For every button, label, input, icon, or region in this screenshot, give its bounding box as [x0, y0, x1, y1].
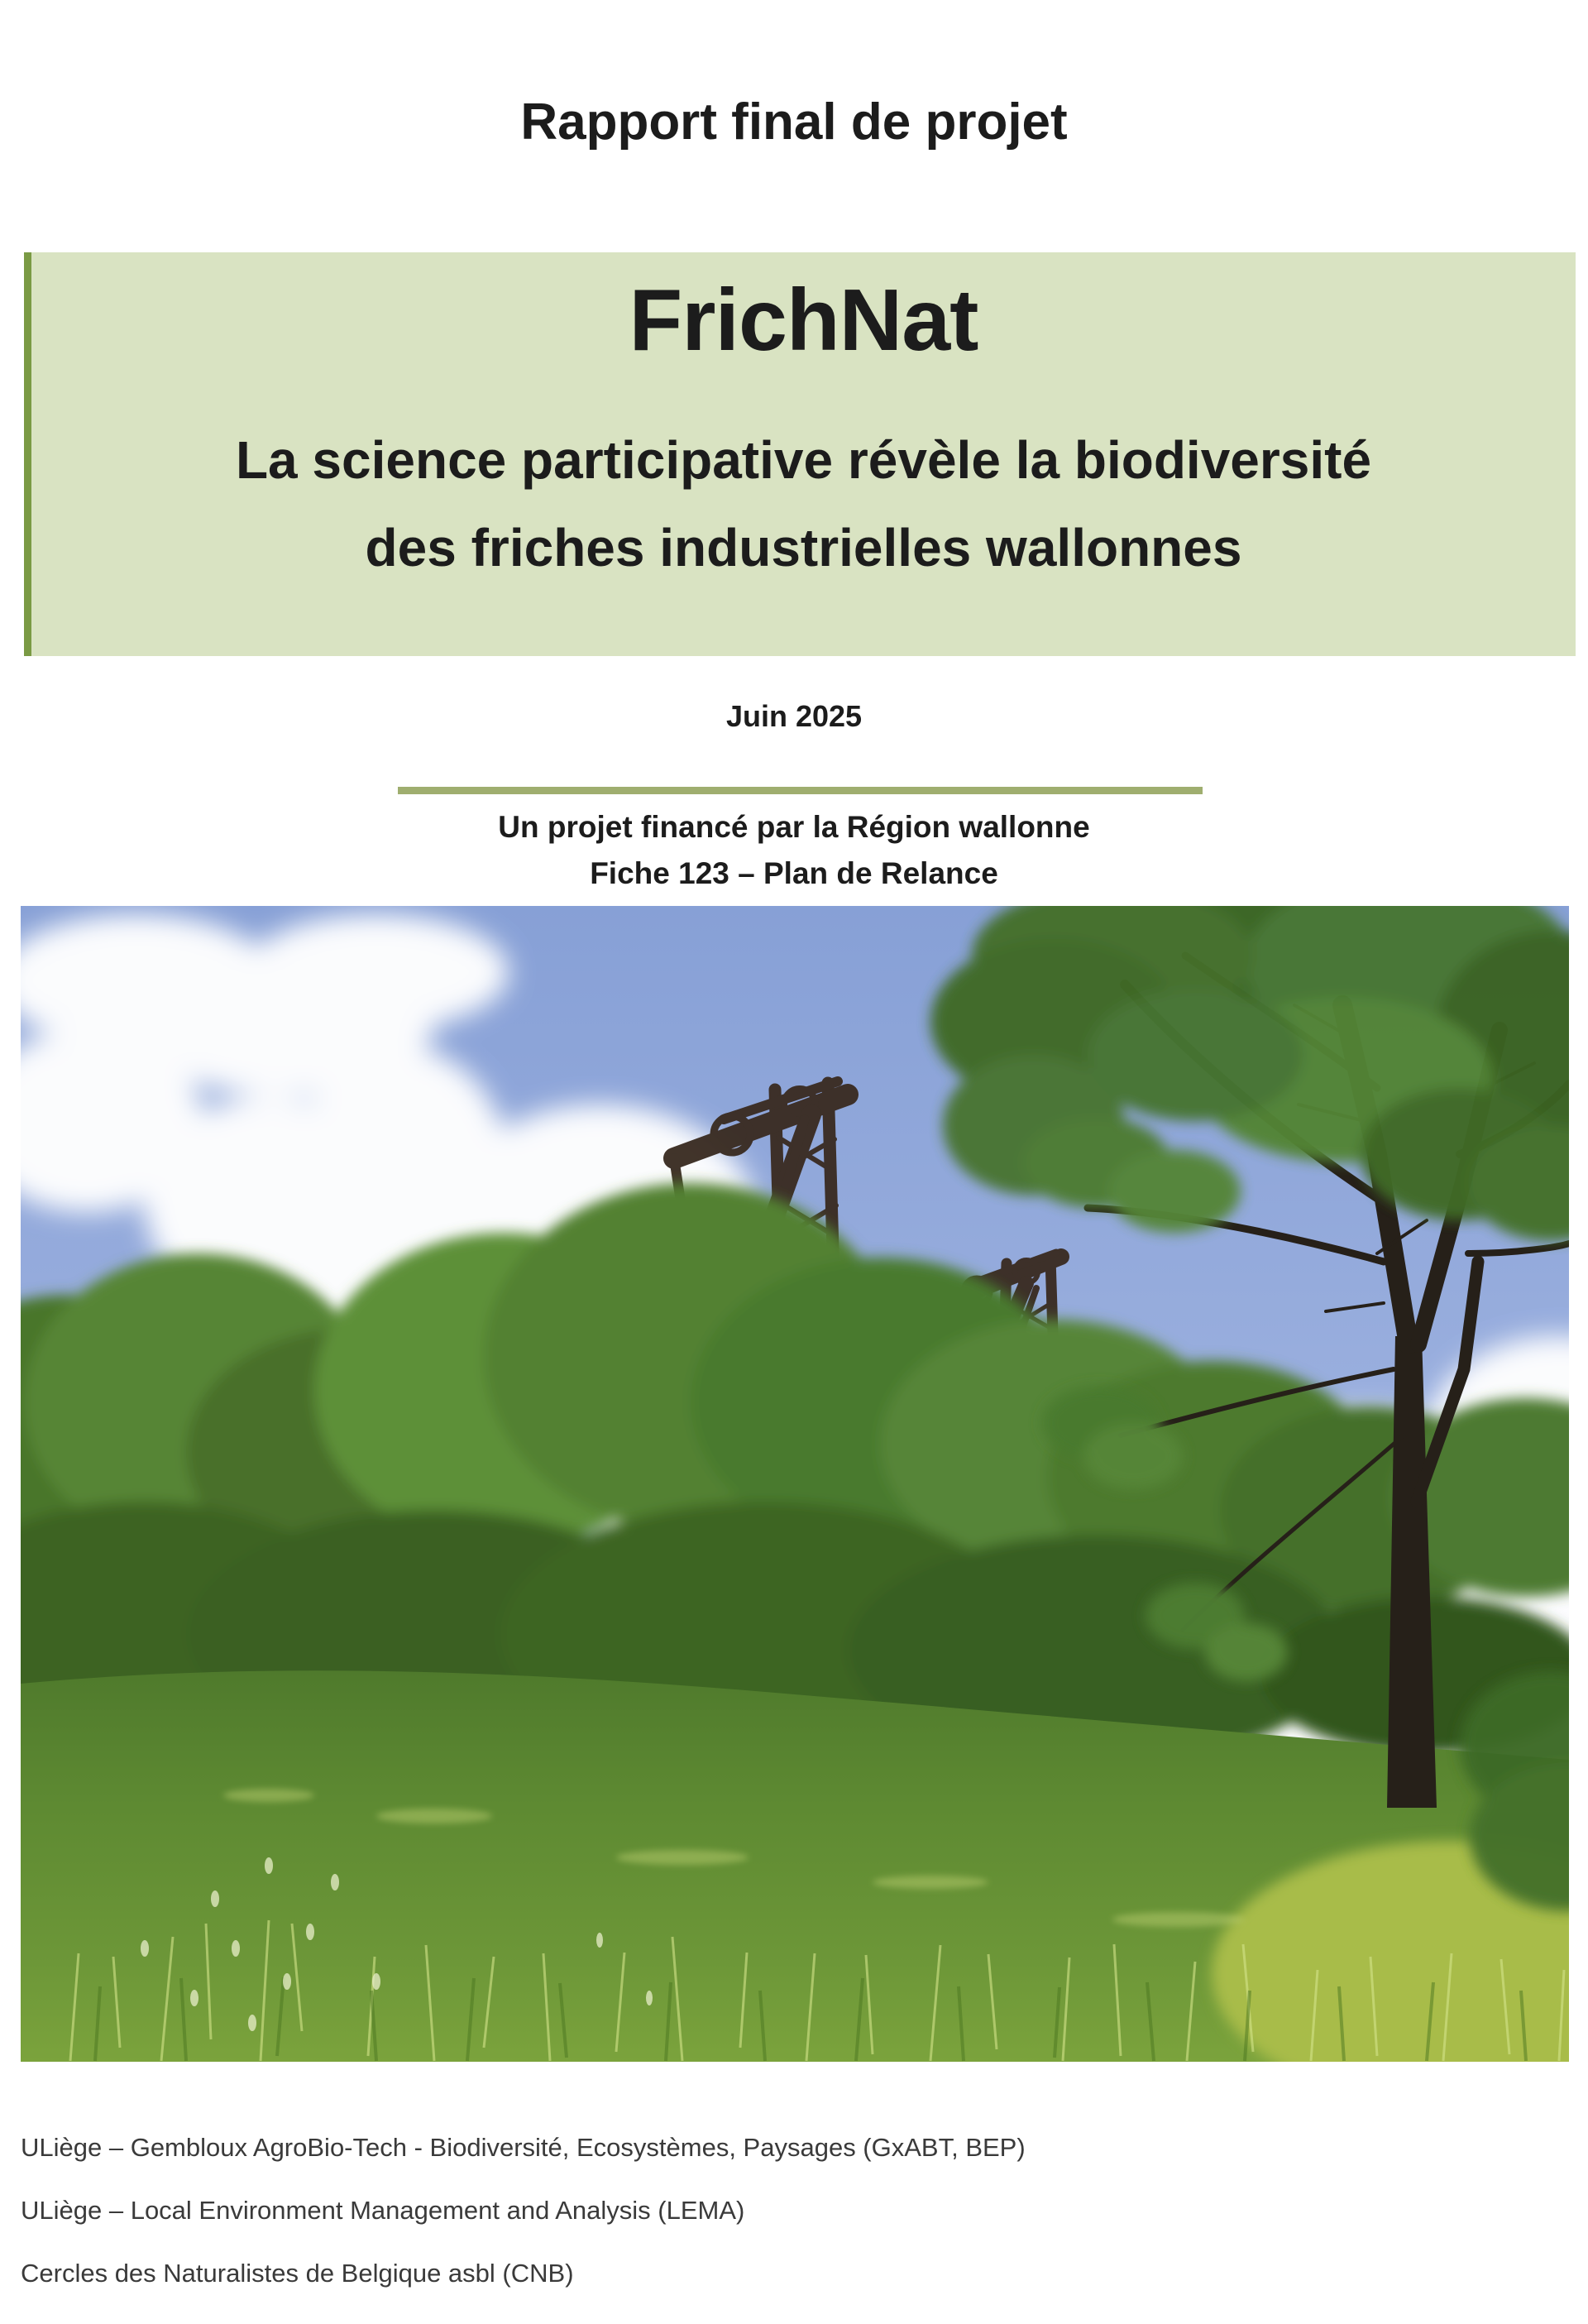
funding-line1: Un projet financé par la Région wallonne [498, 810, 1090, 844]
project-subtitle [31, 416, 1576, 592]
title-banner [24, 252, 1576, 656]
divider-rule [398, 787, 1203, 794]
partner-line: ULiège – Local Environment Management and Analysis (LEMA) [21, 2196, 745, 2225]
page-title: Rapport final de projet [520, 93, 1068, 151]
funding-line2: Fiche 123 – Plan de Relance [590, 856, 998, 890]
report-date: Juin 2025 [725, 699, 863, 733]
cover-photo-art [21, 906, 1569, 2062]
cover-photo [21, 906, 1569, 2062]
project-subtitle-line2: des friches industrielles wallonnes [365, 518, 1242, 577]
partner-line: Cercles des Naturalistes de Belgique asbl (CNB) [21, 2259, 574, 2288]
partners-list [21, 2133, 1427, 2322]
project-subtitle-line1: La science participative révèle la biodiversité [235, 430, 1372, 490]
partner-line: ULiège – Gembloux AgroBio-Tech - Biodiversité, Ecosystèmes, Paysages (GxABT, BEP) [21, 2133, 1026, 2162]
funding-block [0, 804, 1588, 897]
project-acronym: FrichNat [629, 271, 978, 369]
